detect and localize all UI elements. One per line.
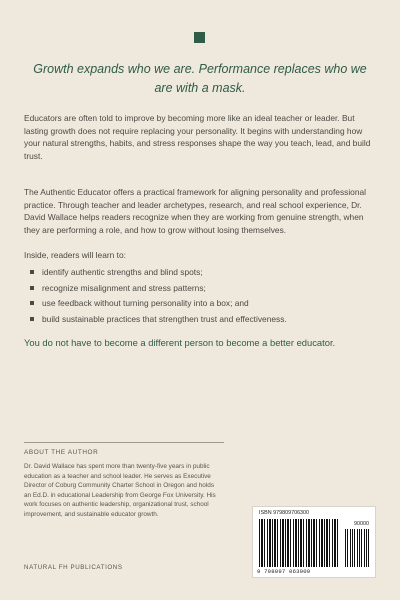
bullet-text: use feedback without turning personality into a box; and bbox=[42, 298, 249, 309]
barcode-addon-bars bbox=[345, 529, 371, 567]
bullet-item bbox=[30, 266, 376, 279]
bullet-square-icon bbox=[30, 301, 34, 305]
isbn-label: ISBN 979809706300 bbox=[259, 510, 310, 516]
section-divider bbox=[24, 442, 224, 443]
price-code: 90000 bbox=[354, 521, 369, 527]
about-author-heading: ABOUT THE AUTHOR bbox=[24, 449, 99, 456]
bullet-text: build sustainable practices that strengthen trust and effectiveness. bbox=[42, 313, 287, 324]
isbn-number: 9 798097 063009 bbox=[257, 568, 311, 575]
bullet-square-icon bbox=[30, 286, 34, 290]
learning-bullets bbox=[30, 266, 376, 328]
publisher-name: NATURAL FH PUBLICATIONS bbox=[24, 564, 123, 571]
bullets-intro: Inside, readers will learn to: bbox=[24, 250, 126, 260]
barcode-bars bbox=[259, 519, 339, 567]
about-author-text: Dr. David Wallace has spent more than twenty-five years in public education as a teacher and school leader. He serves as Executive Director of Coburg Community Charter School in Oregon and holds an Ed.D. in educational Leadership from George Fox University. His work focuses on authentic leadership, organizational trust, school improvement, and sustainable educator growth. bbox=[24, 463, 216, 518]
bullet-square-icon bbox=[30, 317, 34, 321]
closing-statement: You do not have to become a different person to become a better educator. bbox=[24, 337, 336, 348]
description-paragraph-1: Educators are often told to improve by becoming more like an ideal teacher or leader. But lasting growth does not require replacing your personality. It begins with understanding how your natural strengths, habits, and stress responses shape the way you teach, lead, and build trust. bbox=[24, 113, 371, 161]
bullet-text: identify authentic strengths and blind spots; bbox=[42, 267, 203, 277]
bullet-item bbox=[30, 313, 376, 326]
tagline: Growth expands who we are. Performance replaces who we are with a mask. bbox=[33, 62, 367, 95]
bullet-square-icon bbox=[30, 270, 34, 274]
description-paragraph-2: The Authentic Educator offers a practical framework for aligning personality and professional practice. Through teacher and leader archetypes, research, and real school experience, Dr. David Wallace helps readers recognize when they are working from genuine strength, when they are performing a role, and how to grow without losing themselves. bbox=[24, 187, 367, 235]
bullet-item bbox=[30, 297, 376, 310]
cover-emblem-square bbox=[194, 32, 205, 43]
isbn-barcode bbox=[252, 506, 376, 578]
bullet-text: recognize misalignment and stress patterns; bbox=[42, 282, 206, 293]
bullet-item bbox=[30, 282, 376, 295]
